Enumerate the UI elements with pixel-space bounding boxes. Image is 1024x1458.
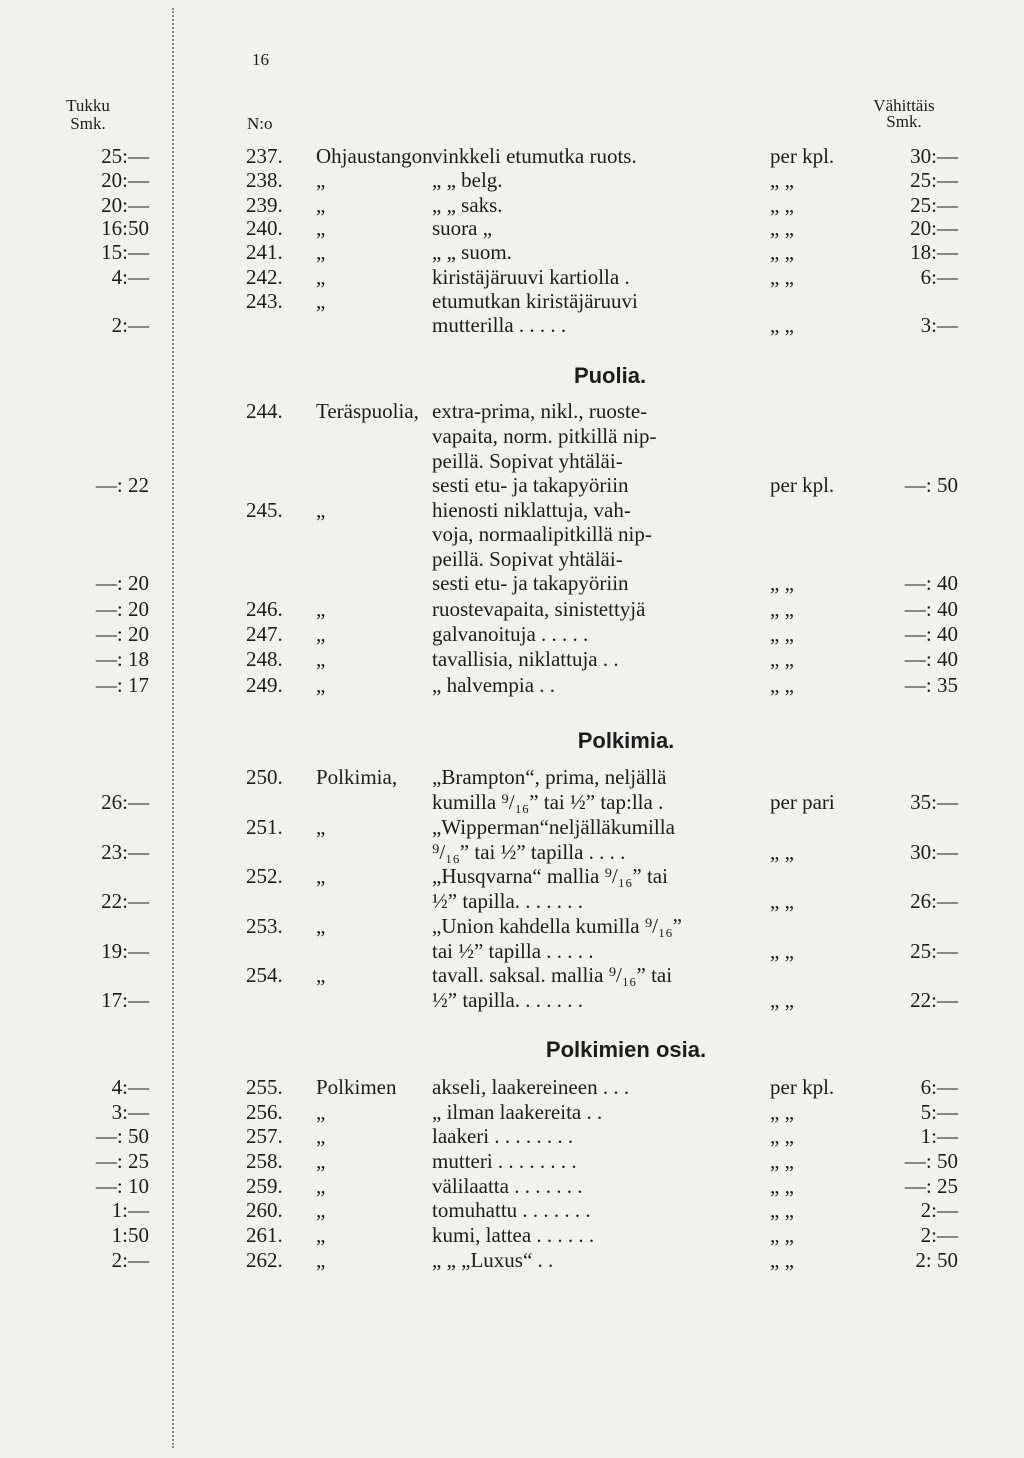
row-item-name: „ <box>316 673 326 697</box>
row-unit: „ „ <box>770 622 794 646</box>
row-item-number: 237. <box>246 144 283 168</box>
row-item-description: „ halvempia . . <box>432 673 556 697</box>
row-item-number: 241. <box>246 240 283 264</box>
section-heading-puolia: Puolia. <box>573 363 647 388</box>
row-unit: „ „ <box>770 889 794 913</box>
row-item-number: 251. <box>246 815 283 839</box>
row-item-description: „Brampton“, prima, neljällä <box>432 765 667 789</box>
row-item-number: 245. <box>246 498 283 522</box>
row-item-name: „ <box>316 265 326 289</box>
row-retail-price: 30:— <box>910 144 958 168</box>
row-unit: „ „ <box>770 240 794 264</box>
row-item-description: tavallisia, niklattuja . . <box>432 647 619 671</box>
row-item-name: „ <box>316 1149 326 1173</box>
row-item-number: 248. <box>246 647 283 671</box>
header-number: N:o <box>247 114 273 133</box>
row-wholesale-price: —: 17 <box>95 673 149 697</box>
row-item-number: 260. <box>246 1198 283 1222</box>
row-item-description: „Union kahdella kumilla ⁹/₁₆” <box>432 914 682 938</box>
row-item-number: 244. <box>246 399 283 423</box>
row-retail-price: —: 50 <box>904 473 958 497</box>
row-retail-price: 2: 50 <box>915 1248 958 1272</box>
row-item-description: sesti etu- ja takapyöriin <box>432 473 629 497</box>
row-unit: „ „ <box>770 840 794 864</box>
row-item-description: peillä. Sopivat yhtäläi- <box>432 449 623 473</box>
row-unit: „ „ <box>770 988 794 1012</box>
section-heading-polkimien-osia: Polkimien osia. <box>545 1037 707 1062</box>
row-item-name: „ <box>316 1124 326 1148</box>
row-item-number: 242. <box>246 265 283 289</box>
row-retail-price: 6:— <box>920 265 958 289</box>
row-item-name: „ <box>316 864 326 888</box>
row-wholesale-price: —: 50 <box>95 1124 149 1148</box>
row-retail-price: 2:— <box>920 1198 958 1222</box>
row-item-description: ⁹/₁₆” tai ½” tapilla . . . . <box>432 840 626 864</box>
row-unit: per kpl. <box>770 144 835 168</box>
row-unit: per pari <box>770 790 835 814</box>
row-unit: „ „ <box>770 1198 794 1222</box>
row-wholesale-price: 3:— <box>111 1100 149 1124</box>
row-retail-price: 6:— <box>920 1075 958 1099</box>
row-item-name: „ <box>316 914 326 938</box>
row-retail-price: 5:— <box>920 1100 958 1124</box>
row-item-description: „Husqvarna“ mallia ⁹/₁₆” tai <box>432 864 668 888</box>
row-item-name: „ <box>316 216 326 240</box>
row-item-number: 257. <box>246 1124 283 1148</box>
row-unit: per kpl. <box>770 473 835 497</box>
row-item-number: 253. <box>246 914 283 938</box>
row-item-name: „ <box>316 168 326 192</box>
row-item-description: „ „ suom. <box>432 240 512 264</box>
row-retail-price: 30:— <box>910 840 958 864</box>
row-item-number: 240. <box>246 216 283 240</box>
row-wholesale-price: 2:— <box>111 313 149 337</box>
row-item-number: 252. <box>246 864 283 888</box>
row-retail-price: 3:— <box>920 313 958 337</box>
row-item-name: „ <box>316 240 326 264</box>
row-item-name: „ <box>316 1223 326 1247</box>
row-item-description: tavall. saksal. mallia ⁹/₁₆” tai <box>432 963 673 987</box>
row-retail-price: 25:— <box>910 193 958 217</box>
row-item-number: 254. <box>246 963 283 987</box>
row-wholesale-price: 16:50 <box>101 216 149 240</box>
row-item-description: „ „ saks. <box>432 193 503 217</box>
row-wholesale-price: 4:— <box>111 265 149 289</box>
row-wholesale-price: 17:— <box>101 988 149 1012</box>
row-unit: „ „ <box>770 216 794 240</box>
row-item-description: kumilla ⁹/₁₆” tai ½” tap:lla . <box>432 790 664 814</box>
row-item-description: tomuhattu . . . . . . . <box>432 1198 591 1222</box>
row-item-name: „ <box>316 963 326 987</box>
row-wholesale-price: 2:— <box>111 1248 149 1272</box>
row-wholesale-price: 19:— <box>101 939 149 963</box>
row-item-description: voja, normaalipitkillä nip- <box>432 522 652 546</box>
row-retail-price: —: 40 <box>904 597 958 621</box>
row-wholesale-price: 15:— <box>101 240 149 264</box>
row-item-description: kiristäjäruuvi kartiolla . <box>432 265 630 289</box>
row-item-name: „ <box>316 815 326 839</box>
row-wholesale-price: 23:— <box>101 840 149 864</box>
row-item-name: „ <box>316 1100 326 1124</box>
row-wholesale-price: —: 20 <box>95 622 149 646</box>
row-unit: „ „ <box>770 265 794 289</box>
row-unit: „ „ <box>770 193 794 217</box>
row-item-number: 256. <box>246 1100 283 1124</box>
row-item-description: galvanoituja . . . . . <box>432 622 589 646</box>
row-item-description: laakeri . . . . . . . . <box>432 1124 574 1148</box>
row-retail-price: —: 25 <box>904 1174 958 1198</box>
row-item-description: mutterilla . . . . . <box>432 313 567 337</box>
page-number: 16 <box>252 50 269 69</box>
row-item-description: mutteri . . . . . . . . <box>432 1149 577 1173</box>
header-vahittais-unit: Smk. <box>886 112 922 131</box>
row-item-description: extra-prima, nikl., ruoste- <box>432 399 648 423</box>
row-item-description: kumi, lattea . . . . . . <box>432 1223 595 1247</box>
row-item-number: 247. <box>246 622 283 646</box>
row-unit: „ „ <box>770 168 794 192</box>
row-wholesale-price: 4:— <box>111 1075 149 1099</box>
row-item-description: peillä. Sopivat yhtäläi- <box>432 547 623 571</box>
row-item-number: 239. <box>246 193 283 217</box>
row-wholesale-price: 1:50 <box>111 1223 149 1247</box>
row-unit: „ „ <box>770 647 794 671</box>
row-item-name: „ <box>316 1198 326 1222</box>
row-unit: „ „ <box>770 1174 794 1198</box>
header-tukku-unit: Smk. <box>70 114 106 133</box>
row-item-name: „ <box>316 1248 326 1272</box>
row-item-name: Polkimia, <box>316 765 398 789</box>
row-wholesale-price: 22:— <box>101 889 149 913</box>
row-item-name: „ <box>316 1174 326 1198</box>
row-item-name: Polkimen <box>316 1075 397 1099</box>
row-item-description: vinkkeli etumutka ruots. <box>432 144 637 168</box>
row-wholesale-price: 25:— <box>101 144 149 168</box>
row-item-description: „ „ „Luxus“ . . <box>432 1248 554 1272</box>
row-item-description: ruostevapaita, sinistettyjä <box>432 597 646 621</box>
row-item-name: „ <box>316 498 326 522</box>
row-wholesale-price: 26:— <box>101 790 149 814</box>
row-retail-price: 25:— <box>910 168 958 192</box>
header-vahittais: Vähittäis <box>873 96 935 115</box>
row-item-description: suora „ <box>432 216 493 240</box>
row-retail-price: —: 35 <box>904 673 958 697</box>
row-item-description: ½” tapilla. . . . . . . <box>432 988 584 1012</box>
row-item-name: Ohjaustangon <box>316 144 433 168</box>
row-item-description: akseli, laakereineen . . . <box>432 1075 630 1099</box>
row-unit: „ „ <box>770 571 794 595</box>
row-item-number: 259. <box>246 1174 283 1198</box>
row-item-description: vapaita, norm. pitkillä nip- <box>432 424 657 448</box>
row-unit: „ „ <box>770 1223 794 1247</box>
row-retail-price: —: 40 <box>904 647 958 671</box>
row-retail-price: 35:— <box>910 790 958 814</box>
row-unit: per kpl. <box>770 1075 835 1099</box>
row-item-number: 258. <box>246 1149 283 1173</box>
row-item-description: „ „ belg. <box>432 168 503 192</box>
row-wholesale-price: —: 25 <box>95 1149 149 1173</box>
row-unit: „ „ <box>770 939 794 963</box>
row-retail-price: 26:— <box>910 889 958 913</box>
row-item-description: tai ½” tapilla . . . . . <box>432 939 594 963</box>
row-retail-price: 2:— <box>920 1223 958 1247</box>
row-retail-price: 22:— <box>910 988 958 1012</box>
row-retail-price: —: 40 <box>904 571 958 595</box>
row-wholesale-price: 20:— <box>101 168 149 192</box>
row-wholesale-price: —: 22 <box>95 473 149 497</box>
row-item-name: „ <box>316 622 326 646</box>
row-retail-price: —: 50 <box>904 1149 958 1173</box>
row-item-name: „ <box>316 289 326 313</box>
row-item-description: sesti etu- ja takapyöriin <box>432 571 629 595</box>
row-item-description: „ ilman laakereita . . <box>432 1100 603 1124</box>
row-item-name: Teräspuolia, <box>316 399 419 423</box>
row-retail-price: —: 40 <box>904 622 958 646</box>
row-retail-price: 20:— <box>910 216 958 240</box>
header-tukku: Tukku <box>66 96 110 115</box>
row-item-number: 249. <box>246 673 283 697</box>
row-item-name: „ <box>316 647 326 671</box>
row-item-description: etumutkan kiristäjäruuvi <box>432 289 638 313</box>
row-item-name: „ <box>316 193 326 217</box>
row-item-description: hienosti niklattuja, vah- <box>432 498 631 522</box>
row-wholesale-price: —: 20 <box>95 597 149 621</box>
row-wholesale-price: —: 20 <box>95 571 149 595</box>
row-unit: „ „ <box>770 1149 794 1173</box>
dotted-column-divider <box>172 8 174 1448</box>
row-wholesale-price: —: 18 <box>95 647 149 671</box>
row-retail-price: 25:— <box>910 939 958 963</box>
section-heading-polkimia: Polkimia. <box>577 728 675 753</box>
row-wholesale-price: 20:— <box>101 193 149 217</box>
row-retail-price: 18:— <box>910 240 958 264</box>
row-item-description: „Wipperman“neljälläkumilla <box>432 815 675 839</box>
row-unit: „ „ <box>770 1124 794 1148</box>
row-item-description: ½” tapilla. . . . . . . <box>432 889 584 913</box>
row-wholesale-price: —: 10 <box>95 1174 149 1198</box>
row-item-number: 261. <box>246 1223 283 1247</box>
row-item-number: 250. <box>246 765 283 789</box>
row-item-description: välilaatta . . . . . . . <box>432 1174 583 1198</box>
row-item-number: 262. <box>246 1248 283 1272</box>
row-unit: „ „ <box>770 673 794 697</box>
row-item-number: 246. <box>246 597 283 621</box>
row-wholesale-price: 1:— <box>111 1198 149 1222</box>
row-item-number: 238. <box>246 168 283 192</box>
row-item-number: 255. <box>246 1075 283 1099</box>
row-unit: „ „ <box>770 597 794 621</box>
row-unit: „ „ <box>770 313 794 337</box>
row-unit: „ „ <box>770 1248 794 1272</box>
row-retail-price: 1:— <box>920 1124 958 1148</box>
row-item-name: „ <box>316 597 326 621</box>
row-item-number: 243. <box>246 289 283 313</box>
row-unit: „ „ <box>770 1100 794 1124</box>
